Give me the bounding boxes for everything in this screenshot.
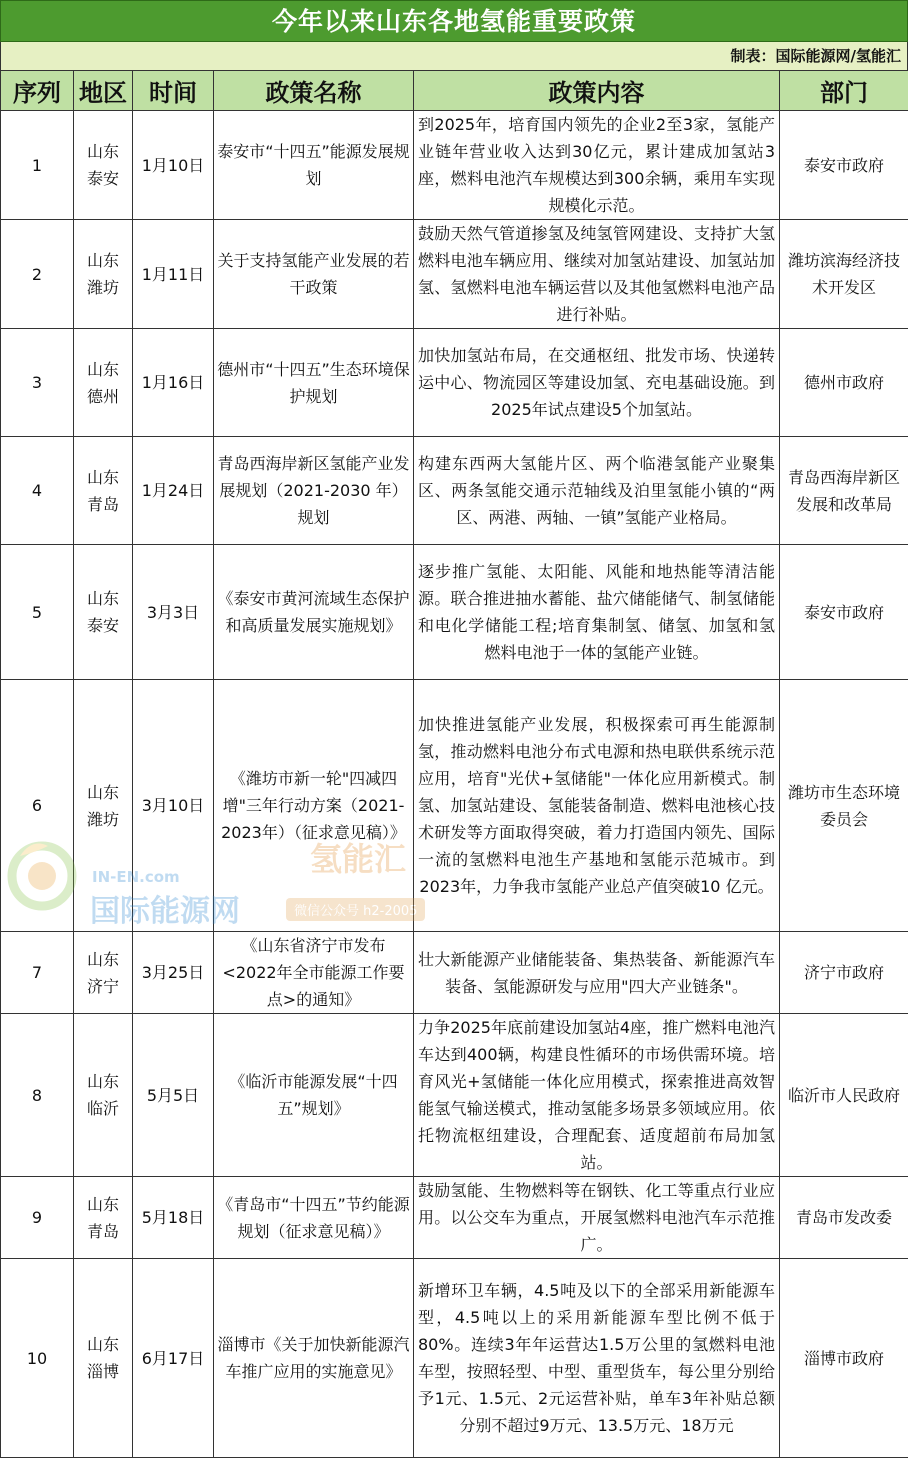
row-region: 山东 青岛 — [74, 437, 133, 545]
row-no: 1 — [1, 111, 74, 220]
header-date: 时间 — [133, 71, 214, 111]
row-policy-content: 鼓励天然气管道掺氢及纯氢管网建设、支持扩大氢燃料电池车辆应用、继续对加氢站建设、加氢站加氢、氢燃料电池车辆运营以及其他氢燃料电池产品进行补贴。 — [414, 220, 780, 329]
row-policy-content: 构建东西两大氢能片区、两个临港氢能产业聚集区、两条氢能交通示范轴线及泊里氢能小镇的“两区、两港、两轴、一镇”氢能产业格局。 — [414, 437, 780, 545]
watermark-en: IN-EN.com — [92, 868, 180, 886]
row-no: 7 — [1, 932, 74, 1014]
row-policy-content: 鼓励氢能、生物燃料等在钢铁、化工等重点行业应用。以公交车为重点，开展氢燃料电池汽车示范推广。 — [414, 1177, 780, 1259]
row-region: 山东 泰安 — [74, 111, 133, 220]
row-date: 1月10日 — [133, 111, 214, 220]
table-row — [1, 680, 908, 932]
row-policy-name: 《临沂市能源发展“十四五”规划》 — [214, 1014, 414, 1177]
row-no: 6 — [1, 680, 74, 932]
header-policy-content: 政策内容 — [414, 71, 780, 111]
row-policy-content: 力争2025年底前建设加氢站4座，推广燃料电池汽车达到400辆，构建良性循环的市场供需环境。培育风光+氢储能一体化应用模式，探索推进高效智能氢气输送模式，推动氢能多场景多领域应用。依托物流枢纽建设，合理配套、适度超前布局加氢站。 — [414, 1014, 780, 1177]
row-policy-content: 加快加氢站布局，在交通枢纽、批发市场、快递转运中心、物流园区等建设加氢、充电基础设施。到2025年试点建设5个加氢站。 — [414, 329, 780, 437]
policy-table — [0, 70, 908, 1458]
row-policy-content: 逐步推广氢能、太阳能、风能和地热能等清洁能源。联合推进抽水蓄能、盐穴储能储气、制氢储能和电化学储能工程;培育集制氢、储氢、加氢和氢燃料电池于一体的氢能产业链。 — [414, 545, 780, 680]
row-date: 3月3日 — [133, 545, 214, 680]
row-no: 8 — [1, 1014, 74, 1177]
header-policy-name: 政策名称 — [214, 71, 414, 111]
row-department: 青岛市发改委 — [780, 1177, 908, 1259]
header-region: 地区 — [74, 71, 133, 111]
row-region: 山东 潍坊 — [74, 680, 133, 932]
row-department: 泰安市政府 — [780, 111, 908, 220]
row-region: 山东 德州 — [74, 329, 133, 437]
row-date: 1月11日 — [133, 220, 214, 329]
row-department: 德州市政府 — [780, 329, 908, 437]
row-policy-name: 《泰安市黄河流域生态保护和高质量发展实施规划》 — [214, 545, 414, 680]
table-credit: 制表：国际能源网/氢能汇 — [0, 42, 908, 70]
row-policy-name: 淄博市《关于加快新能源汽车推广应用的实施意见》 — [214, 1259, 414, 1458]
row-region: 山东 青岛 — [74, 1177, 133, 1259]
watermark-brand: 氢能汇 — [310, 834, 406, 880]
row-department: 临沂市人民政府 — [780, 1014, 908, 1177]
header-department: 部门 — [780, 71, 908, 111]
row-policy-content: 加快推进氢能产业发展，积极探索可再生能源制氢，推动燃料电池分布式电源和热电联供系统示范应用，培育"光伏+氢储能"一体化应用新模式。制氢、加氢站建设、氢能装备制造、燃料电池核心技术研发等方面取得突破，着力打造国内领先、国际一流的氢燃料电池生产基地和氢能示范城市。到2023年，力争我市氢能产业总产值突破10 亿元。 — [414, 680, 780, 932]
row-date: 6月17日 — [133, 1259, 214, 1458]
row-department: 潍坊市生态环境委员会 — [780, 680, 908, 932]
table-row — [1, 111, 908, 220]
row-policy-content: 到2025年，培育国内领先的企业2至3家，氢能产业链年营业收入达到30亿元，累计建成加氢站3座，燃料电池汽车规模达到300余辆，乘用车实现规模化示范。 — [414, 111, 780, 220]
row-date: 1月16日 — [133, 329, 214, 437]
row-region: 山东 临沂 — [74, 1014, 133, 1177]
row-date: 5月18日 — [133, 1177, 214, 1259]
row-date: 3月10日 — [133, 680, 214, 932]
row-no: 9 — [1, 1177, 74, 1259]
table-row — [1, 932, 908, 1014]
table-row — [1, 1259, 908, 1458]
row-date: 5月5日 — [133, 1014, 214, 1177]
row-policy-name: 泰安市“十四五”能源发展规划 — [214, 111, 414, 220]
row-policy-name: 青岛西海岸新区氢能产业发展规划（2021-2030 年）规划 — [214, 437, 414, 545]
table-row — [1, 437, 908, 545]
table-row — [1, 1014, 908, 1177]
table-row — [1, 1177, 908, 1259]
row-region: 山东 淄博 — [74, 1259, 133, 1458]
row-region: 山东 济宁 — [74, 932, 133, 1014]
row-no: 5 — [1, 545, 74, 680]
header-no: 序列 — [1, 71, 74, 111]
table-row — [1, 329, 908, 437]
row-region: 山东 泰安 — [74, 545, 133, 680]
row-policy-name: 德州市“十四五”生态环境保护规划 — [214, 329, 414, 437]
row-date: 1月24日 — [133, 437, 214, 545]
table-row — [1, 545, 908, 680]
row-department: 济宁市政府 — [780, 932, 908, 1014]
row-no: 10 — [1, 1259, 74, 1458]
row-policy-name: 《潍坊市新一轮"四减四增"三年行动方案（2021-2023年）（征求意见稿）》 — [214, 680, 414, 932]
table-row — [1, 220, 908, 329]
watermark-wechat: 微信公众号 h2-2005 — [286, 898, 425, 921]
table-title: 今年以来山东各地氢能重要政策 — [0, 0, 908, 42]
row-policy-content: 壮大新能源产业储能装备、集热装备、新能源汽车装备、氢能源研发与应用"四大产业链条"。 — [414, 932, 780, 1014]
row-region: 山东 潍坊 — [74, 220, 133, 329]
row-policy-name: 关于支持氢能产业发展的若干政策 — [214, 220, 414, 329]
watermark-cn: 国际能源网 — [90, 886, 240, 930]
header-row — [1, 71, 908, 111]
row-department: 潍坊滨海经济技术开发区 — [780, 220, 908, 329]
row-policy-content: 新增环卫车辆，4.5吨及以下的全部采用新能源车型，4.5吨以上的采用新能源车型比例不低于80%。连续3年年运营达1.5万公里的氢燃料电池车型，按照轻型、中型、重型货车，每公里分别给予1元、1.5元、2元运营补贴，单车3年补贴总额分别不超过9万元、13.5万元、18万元 — [414, 1259, 780, 1458]
row-no: 3 — [1, 329, 74, 437]
row-policy-name: 《山东省济宁市发布<2022年全市能源工作要点>的通知》 — [214, 932, 414, 1014]
row-policy-name: 《青岛市“十四五”节约能源规划（征求意见稿）》 — [214, 1177, 414, 1259]
row-department: 泰安市政府 — [780, 545, 908, 680]
row-department: 淄博市政府 — [780, 1259, 908, 1458]
row-date: 3月25日 — [133, 932, 214, 1014]
row-no: 4 — [1, 437, 74, 545]
row-department: 青岛西海岸新区发展和改革局 — [780, 437, 908, 545]
row-no: 2 — [1, 220, 74, 329]
